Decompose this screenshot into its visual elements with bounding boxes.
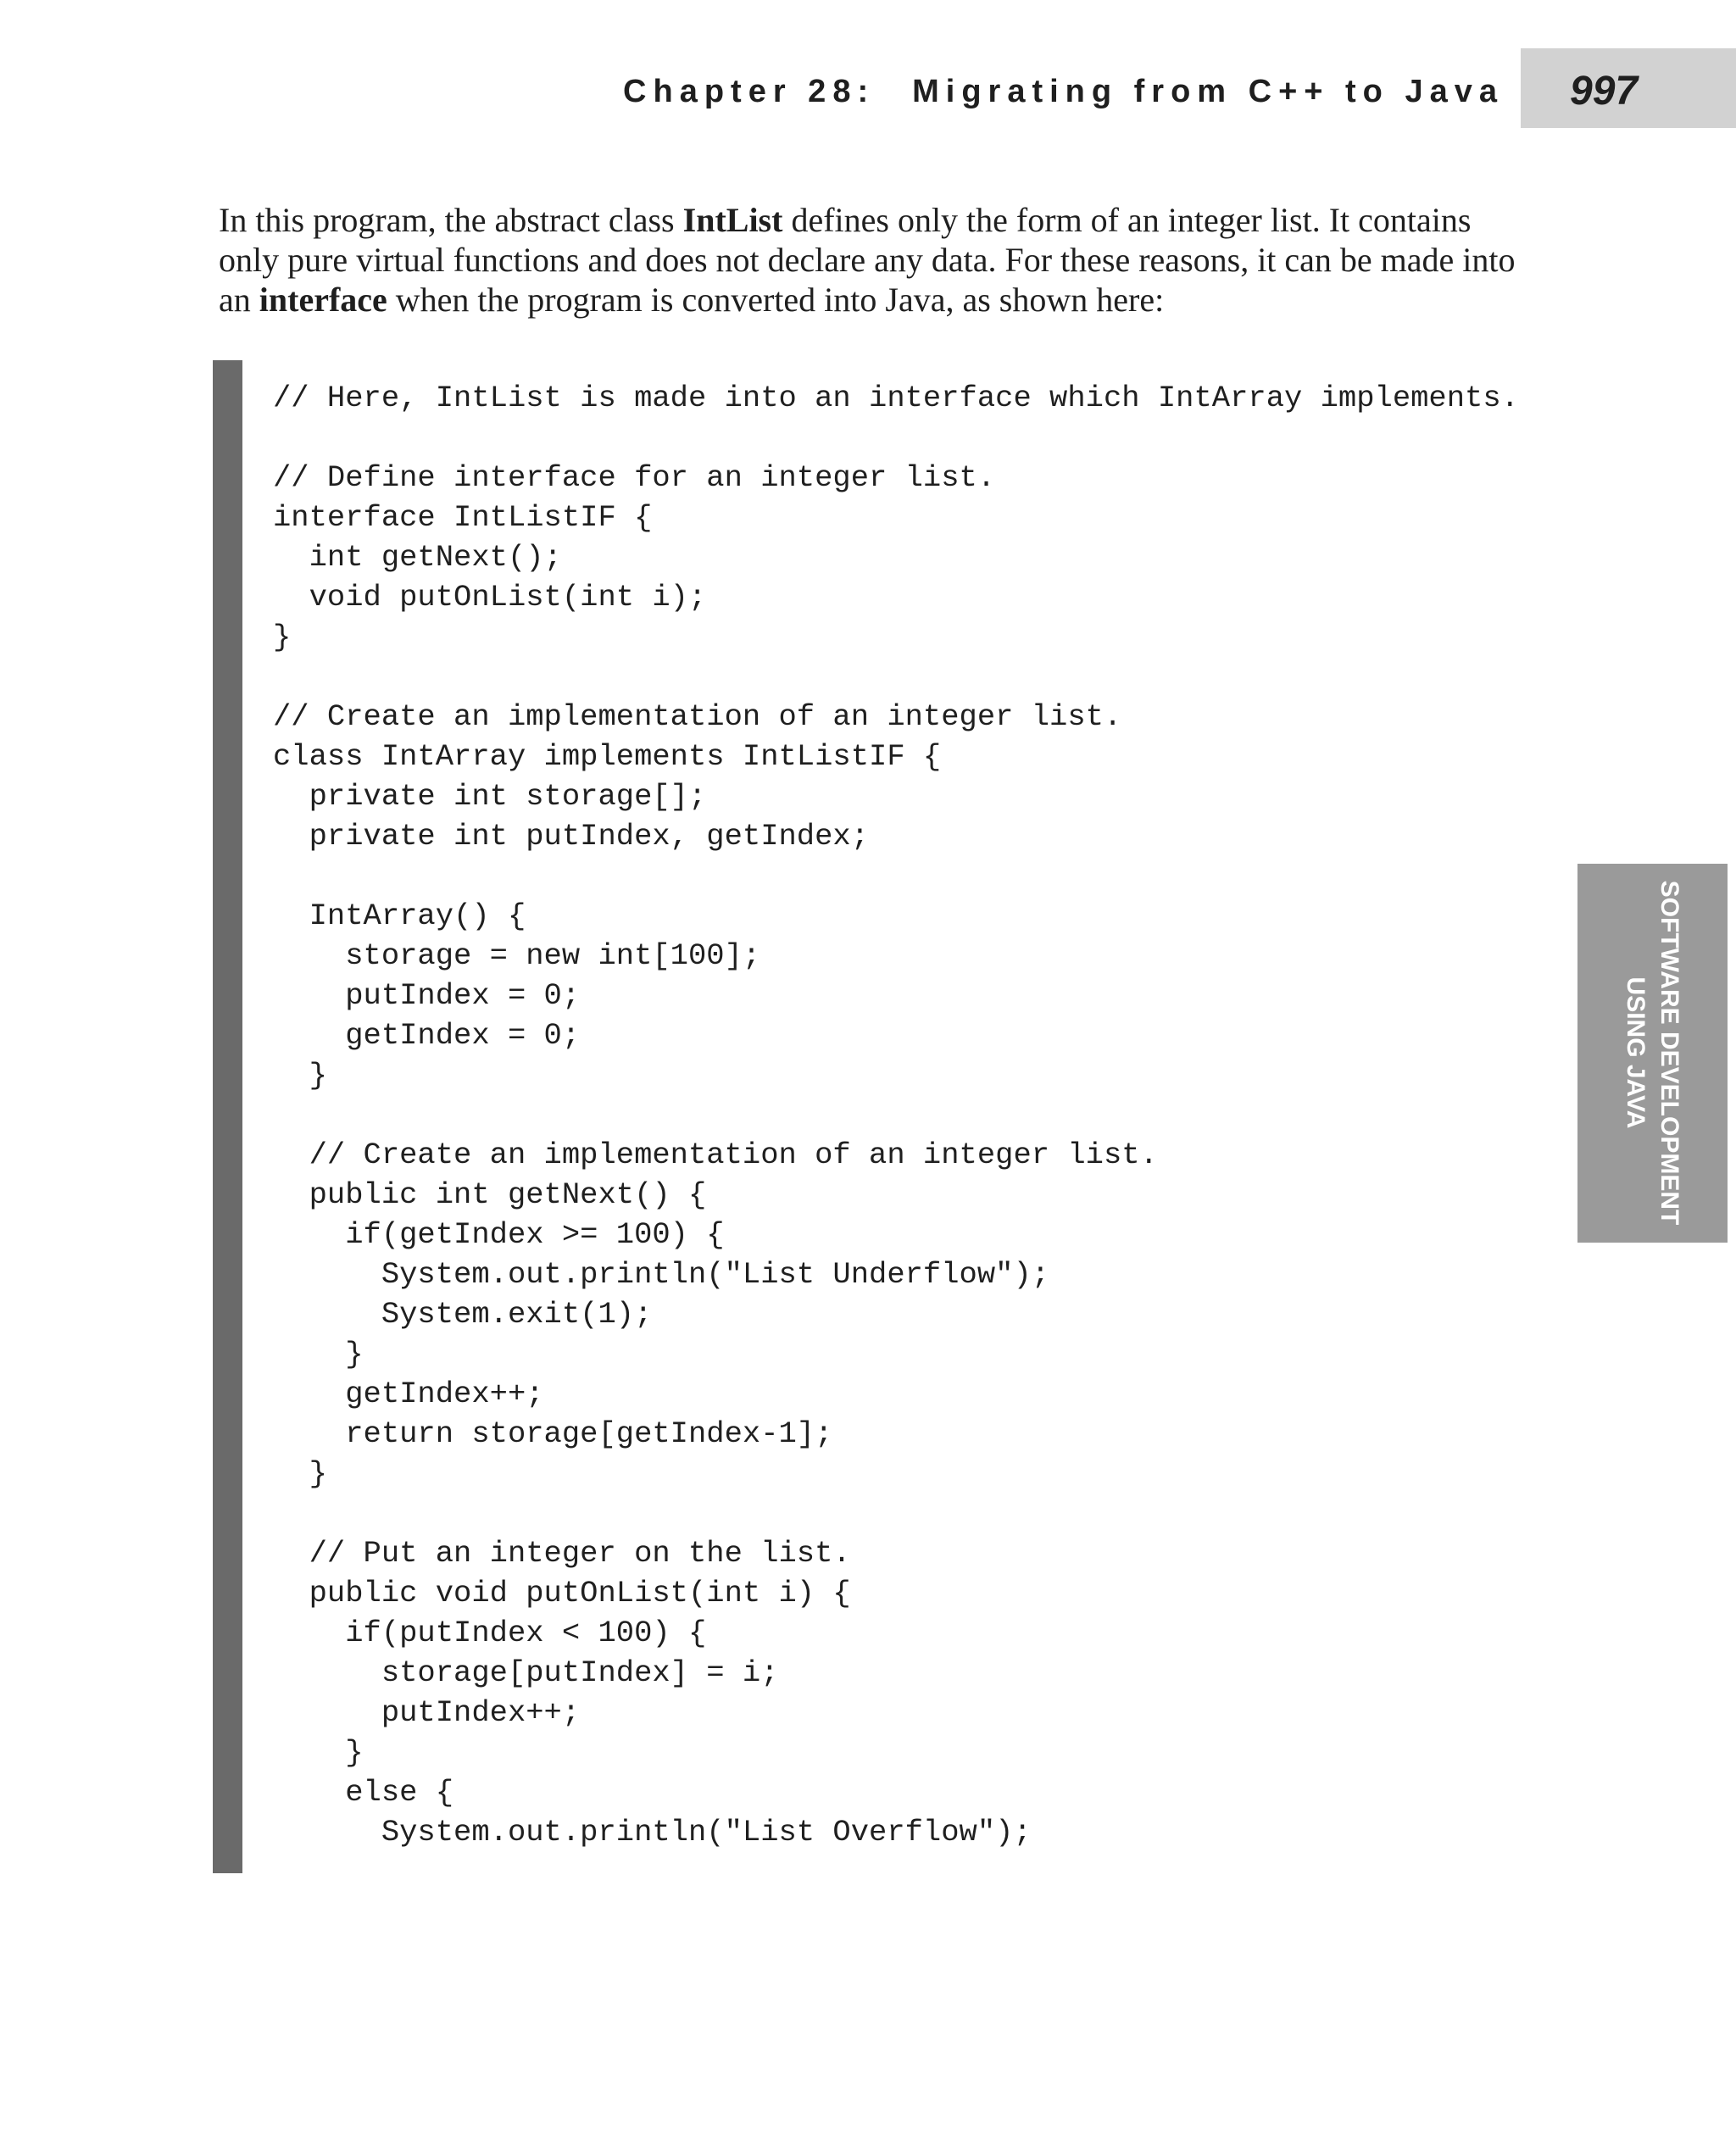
- code-line: putIndex = 0;: [273, 978, 581, 1013]
- code-line: }: [273, 1456, 327, 1491]
- code-line: }: [273, 1337, 364, 1371]
- code-line: int getNext();: [273, 540, 562, 575]
- code-line: [273, 657, 1519, 697]
- section-thumb-line-1: SOFTWARE DEVELOPMENT: [1655, 880, 1683, 1226]
- code-line: [273, 1494, 1519, 1533]
- code-line: }: [273, 1735, 364, 1770]
- code-line: if(putIndex < 100) {: [273, 1616, 707, 1650]
- code-line: putIndex++;: [273, 1695, 581, 1730]
- code-line: // Put an integer on the list.: [273, 1536, 851, 1571]
- code-line: }: [273, 620, 292, 654]
- section-thumb-tab: [1577, 864, 1728, 1243]
- code-line: private int putIndex, getIndex;: [273, 819, 870, 854]
- code-line: [273, 418, 1519, 458]
- code-line: else {: [273, 1775, 454, 1810]
- code-line: if(getIndex >= 100) {: [273, 1217, 725, 1252]
- code-line: [273, 856, 1519, 896]
- section-thumb-label: [1618, 881, 1686, 1226]
- code-line: public void putOnList(int i) {: [273, 1576, 851, 1610]
- code-line: // Here, IntList is made into an interface which IntArray implements.: [273, 381, 1519, 415]
- intro-bold-interface: interface: [259, 281, 387, 319]
- intro-text-1: In this program, the abstract class: [219, 201, 683, 239]
- code-line: [273, 1095, 1519, 1135]
- code-line: interface IntListIF {: [273, 500, 653, 535]
- page-number: 997: [1570, 69, 1639, 114]
- code-line: // Create an implementation of an integer list.: [273, 1138, 1158, 1172]
- code-line: public int getNext() {: [273, 1177, 707, 1212]
- code-line: storage[putIndex] = i;: [273, 1655, 779, 1690]
- code-listing: [273, 378, 1519, 1852]
- code-line: void putOnList(int i);: [273, 580, 707, 615]
- code-line: System.out.println("List Underflow");: [273, 1257, 1050, 1292]
- chapter-title: Migrating from C++ to Java: [912, 74, 1504, 109]
- intro-paragraph: [219, 200, 1524, 320]
- code-line: IntArray() {: [273, 898, 526, 933]
- code-line: getIndex = 0;: [273, 1018, 581, 1053]
- code-line: getIndex++;: [273, 1377, 544, 1411]
- running-head: [623, 66, 1504, 117]
- code-line: System.exit(1);: [273, 1297, 653, 1332]
- code-listing-bar: [213, 360, 242, 1873]
- code-line: storage = new int[100];: [273, 938, 761, 973]
- chapter-label: Chapter 28:: [623, 74, 876, 109]
- intro-text-2: defines only the form of an integer list. It contains only pure virtual functions and does not declare any data. For these reasons, it can be made into an: [219, 201, 1516, 319]
- code-line: // Define interface for an integer list.: [273, 460, 996, 495]
- code-line: }: [273, 1058, 327, 1093]
- code-line: class IntArray implements IntListIF {: [273, 739, 942, 774]
- code-line: System.out.println("List Overflow");: [273, 1815, 1032, 1850]
- section-thumb-line-2: USING JAVA: [1622, 976, 1650, 1129]
- intro-text-3: when the program is converted into Java, as shown here:: [387, 281, 1165, 319]
- code-line: return storage[getIndex-1];: [273, 1416, 833, 1451]
- intro-bold-intlist: IntList: [682, 201, 783, 239]
- code-line: // Create an implementation of an integer list.: [273, 699, 1122, 734]
- code-line: private int storage[];: [273, 779, 707, 814]
